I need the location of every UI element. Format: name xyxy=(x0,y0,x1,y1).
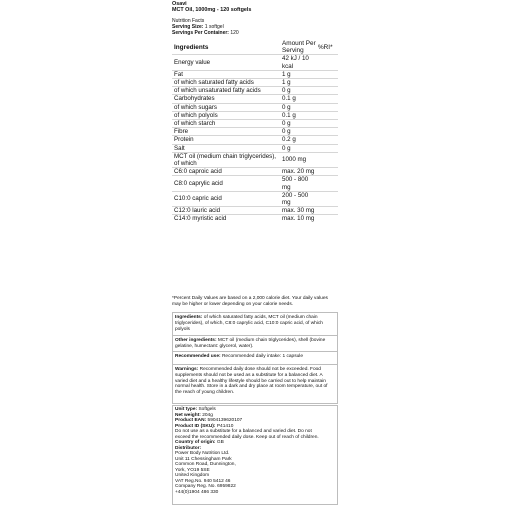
table-row xyxy=(172,70,338,78)
header-amount: Amount Per Serving xyxy=(282,40,316,55)
nutrient-name: MCT oil (medium chain triglycerides), of which xyxy=(172,152,280,167)
nutrient-name: Carbohydrates xyxy=(172,95,280,103)
distributor-address xyxy=(175,451,335,495)
usage-warning-line-1: Do not use as a substitute for a balanced and varied diet. Do not xyxy=(175,429,312,434)
table-row xyxy=(172,168,338,176)
servings-label: Servings Per Container: xyxy=(172,30,229,37)
nutrient-ri xyxy=(316,215,338,223)
distributor-line: Unit 11 Chessingham Park xyxy=(175,456,232,462)
nutrient-amount: 500 - 800 mg xyxy=(280,176,316,191)
nutrient-amount: max. 30 mg xyxy=(282,207,315,215)
recommended-use-text: Recommended daily intake: 1 capsule xyxy=(221,354,303,359)
serving-size-value: 1 softgel xyxy=(204,24,224,31)
nutrient-amount: 0.2 g xyxy=(280,136,316,144)
nutrient-ri xyxy=(316,207,338,215)
brand-name: Osavi xyxy=(172,1,187,7)
other-ingredients-section xyxy=(175,338,335,350)
distributor-line: Common Road, Dunnington, xyxy=(175,462,236,467)
nutrient-amount: max. 20 mg xyxy=(282,168,315,176)
table-row xyxy=(172,103,338,111)
net-weight-value: 204g xyxy=(202,412,213,418)
table-header-row xyxy=(172,40,338,55)
table-row xyxy=(172,128,338,136)
unit-type-value: Softgels xyxy=(198,407,216,412)
table-row xyxy=(172,176,338,191)
nutrient-amount: 0 g xyxy=(280,120,316,128)
nutrient-amount: 0 g xyxy=(280,87,316,95)
warnings-text: Recommended daily dose should not be exceeded. Food supplements should not be used as a substitute for a balanced diet. A varied diet and a healthy lifestyle should be carried out to help maintain normal health. Store in a dark and dry place at room temperature, out of the reach of young children. xyxy=(175,367,328,396)
header-ingredients: Ingredients xyxy=(174,43,209,51)
net-weight-label: Net weight: xyxy=(175,412,201,418)
daily-values-footnote: *Percent Daily Values are based on a 2,000 calorie diet. Your daily values may be higher or lower depending on your calorie needs. xyxy=(172,296,328,307)
nutrient-amount: 0 g xyxy=(280,128,316,136)
ingredients-label: Ingredients: xyxy=(175,315,203,320)
recommended-use-section xyxy=(175,354,335,360)
nutrient-ri xyxy=(316,95,338,103)
warnings-label: Warnings: xyxy=(175,367,199,372)
product-title: MCT Oil, 1000mg - 120 softgels xyxy=(172,7,252,14)
nutrient-amount: 1 g xyxy=(280,79,316,87)
nutrient-ri xyxy=(316,79,338,87)
nutrient-amount: 1 g xyxy=(280,70,316,78)
recommended-use-label: Recommended use: xyxy=(175,354,221,359)
nutrient-ri xyxy=(316,128,338,136)
unit-type-label: Unit type: xyxy=(175,407,198,412)
nutrient-name: Energy value xyxy=(172,55,280,70)
ingredients-section xyxy=(175,315,335,332)
nutrient-ri xyxy=(316,111,338,119)
table-row xyxy=(172,152,338,167)
other-ingredients-label: Other ingredients: xyxy=(175,338,217,343)
distributor-line: United Kingdom xyxy=(175,473,210,478)
ingredients-info-box xyxy=(172,312,338,404)
table-row xyxy=(172,144,338,152)
other-ingredients-text: MCT oil (medium chain triglycerides), shell (bovine gelatine, humectant: glycerol, water). xyxy=(175,338,326,349)
table-row xyxy=(172,95,338,103)
table-row xyxy=(172,136,338,144)
nutrient-amount: max. 10 mg xyxy=(282,215,315,223)
ingredients-text: of which saturated fatty acids, MCT oil (medium chain triglycerides), of which, C8:0 caprylic acid, C10:0 capric acid, of which polyols xyxy=(175,315,323,332)
product-details xyxy=(175,407,335,495)
nutrient-name: C8:0 caprylic acid xyxy=(172,176,280,191)
nutrient-name: Protein xyxy=(172,136,280,144)
nutrient-amount: 0.1 g xyxy=(280,95,316,103)
nutrient-ri xyxy=(316,136,338,144)
divider xyxy=(173,364,338,365)
origin-label: Country of origin: xyxy=(175,440,216,445)
nutrient-amount: 1000 mg xyxy=(280,152,316,167)
table-row xyxy=(172,87,338,95)
warnings-section xyxy=(175,367,335,396)
nutrient-name: Fibre xyxy=(172,128,280,136)
divider xyxy=(173,335,338,336)
distributor-line: York, YO19 5SE xyxy=(175,467,210,473)
nutrient-name: C12:0 lauric acid xyxy=(172,207,280,215)
servings-per-container xyxy=(172,30,342,36)
nutrient-amount: 200 - 500 mg xyxy=(280,191,316,206)
nutrient-name: C10:0 capric acid xyxy=(172,191,280,206)
sku-value: P41410 xyxy=(216,423,234,429)
nutrient-name: of which unsaturated fatty acids xyxy=(172,87,280,95)
nutrient-name: Salt xyxy=(172,144,280,152)
distributor-line: +44(0)1904 486 330 xyxy=(175,489,219,495)
nutrient-ri xyxy=(316,55,338,70)
nutrient-name: of which polyols xyxy=(172,111,280,119)
origin-value: GB xyxy=(216,440,224,445)
nutrient-name: C14:0 myristic acid xyxy=(172,215,280,223)
serving-size-label: Serving Size: xyxy=(172,24,204,31)
nutrient-name: of which starch xyxy=(172,120,280,128)
product-details-box xyxy=(172,405,338,505)
nutrient-amount: 0.1 g xyxy=(280,111,316,119)
servings-value: 120 xyxy=(230,30,239,37)
nutrient-name: of which sugars xyxy=(172,103,280,111)
nutrient-ri xyxy=(316,144,338,152)
nutrition-table xyxy=(172,40,338,223)
nutrient-amount: 42 kJ / 10 kcal xyxy=(280,55,316,70)
table-row xyxy=(172,120,338,128)
product-header xyxy=(172,1,342,36)
distributor-line: VAT Reg.No. 940 5412 46 xyxy=(175,478,231,484)
nutrient-ri xyxy=(316,152,338,167)
distributor-line: Company Reg. No. 6959822 xyxy=(175,484,236,489)
nutrient-ri xyxy=(316,191,338,206)
table-row xyxy=(172,55,338,70)
table-row xyxy=(172,111,338,119)
nutrient-ri xyxy=(316,70,338,78)
table-row xyxy=(172,79,338,87)
divider xyxy=(173,351,338,352)
nutrient-amount: 0 g xyxy=(280,144,316,152)
table-row xyxy=(172,215,338,223)
sku-label: Product ID (SKU): xyxy=(175,423,216,429)
ean-label: Product EAN: xyxy=(175,418,207,423)
table-row xyxy=(172,207,338,215)
table-row xyxy=(172,191,338,206)
nutrient-name: C6:0 caproic acid xyxy=(172,168,280,176)
nutrient-ri xyxy=(316,168,338,176)
facts-title: Nutrition Facts xyxy=(172,18,205,25)
nutrient-name: Fat xyxy=(172,70,280,78)
nutrient-ri xyxy=(316,176,338,191)
distributor-line: Power Body Nutrition Ltd. xyxy=(175,451,230,456)
nutrient-amount: 0 g xyxy=(280,103,316,111)
nutrient-ri xyxy=(316,103,338,111)
nutrient-ri xyxy=(316,120,338,128)
nutrient-name: of which saturated fatty acids xyxy=(172,79,280,87)
distributor-label: Distributor: xyxy=(175,445,202,451)
usage-warning-line-2: exceed the recommended daily dose. Keep out of reach of children. xyxy=(175,434,319,440)
ean-value: 5904139620107 xyxy=(207,418,243,423)
header-ri: %RI* xyxy=(318,43,333,51)
nutrient-ri xyxy=(316,87,338,95)
